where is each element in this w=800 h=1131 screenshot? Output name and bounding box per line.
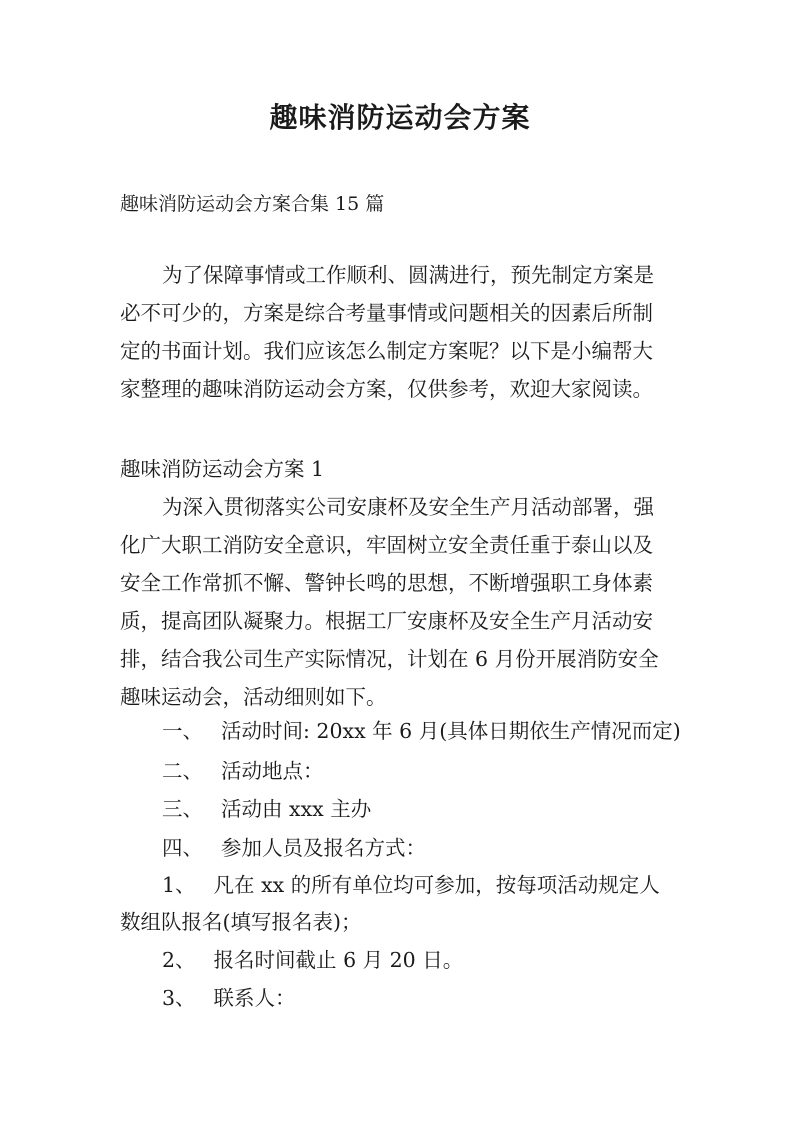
- sub-list-item: [162, 979, 296, 1017]
- list-item-number: 二、: [162, 759, 203, 783]
- sub-list-item-continuation: [120, 903, 362, 941]
- section1-row: 安全工作常抓不懈、警钟长鸣的思想，不断增强职工身体素: [120, 571, 653, 595]
- sub-list-item-text: 报名时间截止 6 月 20 日。: [213, 948, 464, 972]
- list-item: [162, 712, 681, 750]
- list-item-number: 四、: [162, 836, 203, 860]
- list-item-text: 参加人员及报名方式：: [221, 836, 426, 860]
- list-item: [162, 752, 324, 790]
- list-item-text: 活动地点：: [221, 759, 324, 783]
- list-item-text: 活动由 xxx 主办: [221, 797, 372, 821]
- sub-list-item: [162, 941, 463, 979]
- intro-row: 必不可少的，方案是综合考量事情或问题相关的因素后所制: [120, 301, 653, 325]
- section1-row: 为深入贯彻落实公司安康杯及安全生产月活动部署，强: [162, 495, 654, 519]
- sub-list-item: [162, 866, 660, 904]
- list-item-text: 活动时间: 20xx 年 6 月(具体日期依生产情况而定): [221, 719, 681, 743]
- intro-paragraph: [120, 256, 700, 408]
- sub-list-item-number: 2、: [162, 948, 196, 972]
- sub-list-item-text: 凡在 xx 的所有单位均可参加，按每项活动规定人: [213, 873, 660, 897]
- section1-heading: 趣味消防运动会方案 1: [120, 457, 325, 481]
- sub-list-item-number: 3、: [162, 986, 196, 1010]
- list-item: [162, 790, 371, 828]
- section1-row: 化广大职工消防安全意识，牢固树立安全责任重于泰山以及: [120, 533, 653, 557]
- document-title: 趣味消防运动会方案: [269, 101, 531, 134]
- document-subtitle: 趣味消防运动会方案合集 15 篇: [120, 193, 385, 215]
- intro-row: 定的书面计划。我们应该怎么制定方案呢？以下是小编帮大: [120, 339, 653, 363]
- section1: [120, 450, 700, 716]
- intro-row: 家整理的趣味消防运动会方案，仅供参考，欢迎大家阅读。: [120, 377, 653, 401]
- list-item-number: 一、: [162, 719, 203, 743]
- sub-list-item-text: 数组队报名(填写报名表)；: [120, 910, 362, 934]
- section1-row: 质，提高团队凝聚力。根据工厂安康杯及安全生产月活动安: [120, 609, 653, 633]
- sub-list-item-number: 1、: [162, 873, 196, 897]
- sub-list-item-text: 联系人：: [213, 986, 296, 1010]
- list-item-number: 三、: [162, 797, 203, 821]
- section1-row: 排，结合我公司生产实际情况，计划在 6 月份开展消防安全: [120, 647, 659, 671]
- intro-row: 为了保障事情或工作顺利、圆满进行，预先制定方案是: [162, 263, 654, 287]
- section1-row: 趣味运动会，活动细则如下。: [120, 685, 387, 709]
- list-item: [162, 829, 426, 867]
